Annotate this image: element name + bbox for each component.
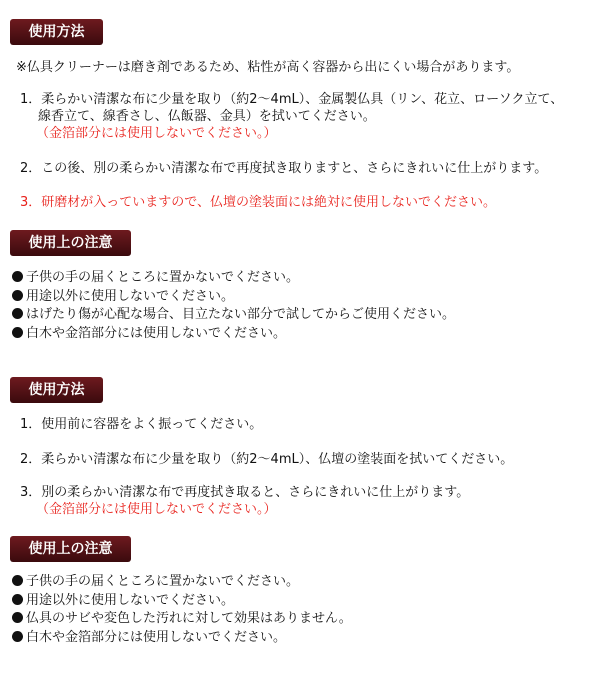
usage-1-step-1-line-2: 線香立て、線香さし、仏飯器、金具）を拭いてください。 bbox=[38, 109, 376, 124]
caution-1-item-2: 用途以外に使用しないでください。 bbox=[12, 288, 234, 305]
usage-2-step-1: 1．使用前に容器をよく振ってください。 bbox=[20, 417, 263, 432]
caution-1-item-1: 子供の手の届くところに置かないでください。 bbox=[12, 269, 299, 286]
caution-2-item-3: 仏具のサビや変色した汚れに対して効果はありません。 bbox=[12, 610, 352, 627]
section-header-usage-1: 使用方法 bbox=[10, 19, 103, 45]
bullet-icon bbox=[12, 631, 23, 642]
section-header-usage-2: 使用方法 bbox=[10, 377, 103, 403]
bullet-icon bbox=[12, 594, 23, 605]
bullet-icon bbox=[12, 308, 23, 319]
section-header-caution-1: 使用上の注意 bbox=[10, 230, 131, 256]
usage-note: ※仏具クリーナーは磨き剤であるため、粘性が高く容器から出にくい場合があります。 bbox=[16, 60, 520, 75]
caution-2-item-1: 子供の手の届くところに置かないでください。 bbox=[12, 573, 299, 590]
usage-1-step-3-warning: 3．研磨材が入っていますので、仏壇の塗装面には絶対に使用しないでください。 bbox=[20, 195, 497, 210]
bullet-icon bbox=[12, 271, 23, 282]
caution-2-item-4: 白木や金箔部分には使用しないでください。 bbox=[12, 629, 286, 646]
bullet-icon bbox=[12, 290, 23, 301]
caution-1-item-3: はげたり傷が心配な場合、目立たない部分で試してからご使用ください。 bbox=[12, 306, 455, 323]
usage-1-step-1-line-1: 1．柔らかい清潔な布に少量を取り（約2～4mL）、金属製仏具（リン、花立、ローソク立て、 bbox=[20, 92, 564, 107]
usage-2-step-2: 2．柔らかい清潔な布に少量を取り（約2～4mL）、仏壇の塗装面を拭いてください。 bbox=[20, 452, 514, 467]
section-header-caution-2: 使用上の注意 bbox=[10, 536, 131, 562]
bullet-icon bbox=[12, 327, 23, 338]
bullet-icon bbox=[12, 575, 23, 586]
caution-2-item-2: 用途以外に使用しないでください。 bbox=[12, 592, 234, 609]
usage-2-step-3: 3．別の柔らかい清潔な布で再度拭き取ると、さらにきれいに仕上がります。 bbox=[20, 485, 470, 500]
usage-2-step-3-warning: （金箔部分には使用しないでください。） bbox=[36, 502, 277, 517]
usage-1-step-1-warning: （金箔部分には使用しないでください。） bbox=[36, 126, 277, 141]
caution-1-item-4: 白木や金箔部分には使用しないでください。 bbox=[12, 325, 286, 342]
usage-1-step-2: 2．この後、別の柔らかい清潔な布で再度拭き取りますと、さらにきれいに仕上がります。 bbox=[20, 161, 548, 176]
bullet-icon bbox=[12, 612, 23, 623]
